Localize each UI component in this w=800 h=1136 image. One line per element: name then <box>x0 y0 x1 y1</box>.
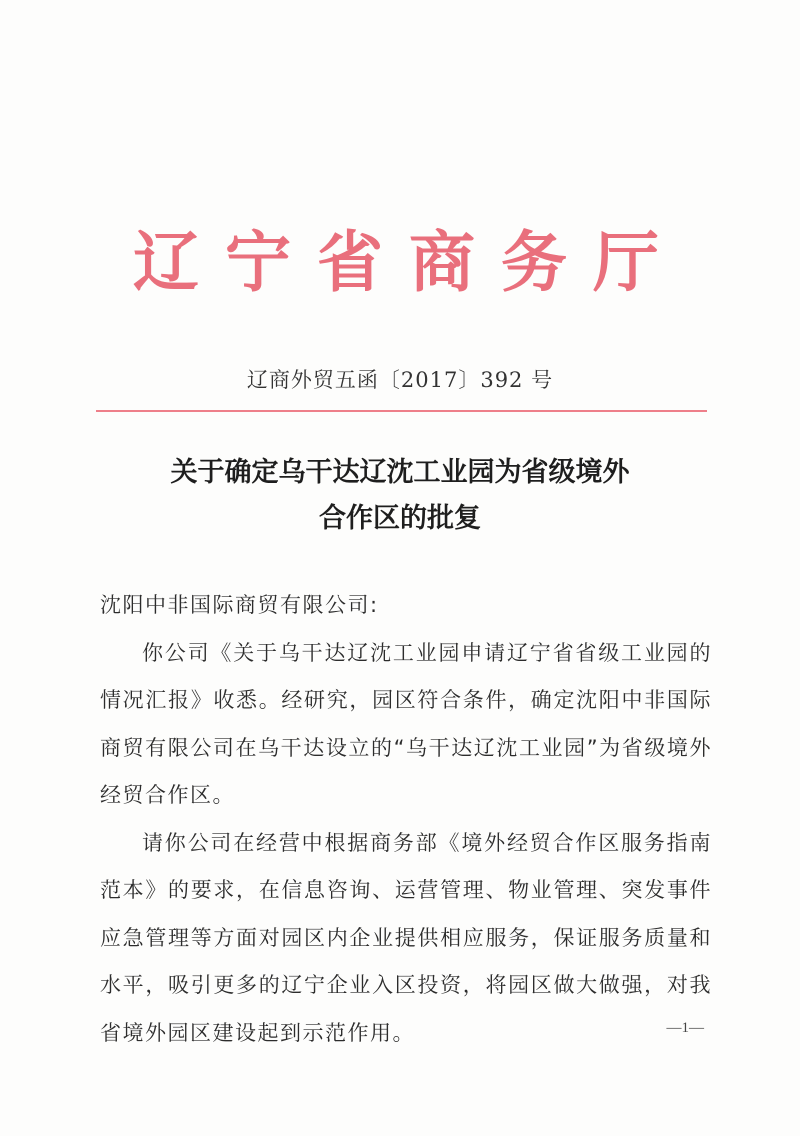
issuer-masthead: 辽宁省商务厅 <box>133 223 685 301</box>
red-divider-line <box>96 410 707 412</box>
body-paragraph-2: 请你公司在经营中根据商务部《境外经贸合作区服务指南范本》的要求，在信息咨询、运营管理、物业管理、突发事件应急管理等方面对园区内企业提供相应服务，保证服务质量和水平，吸引更多的辽宁企业入区投资，将园区做大做强，对我省境外园区建设起到示范作用。 <box>100 830 712 1045</box>
title-line-2: 合作区的批复 <box>319 503 481 534</box>
document-body <box>100 582 712 1057</box>
salutation: 沈阳中非国际商贸有限公司: <box>100 593 379 617</box>
document-title <box>0 450 800 542</box>
title-line-1: 关于确定乌干达辽沈工业园为省级境外 <box>170 457 630 488</box>
document-number: 辽商外贸五函〔2017〕392 号 <box>246 368 554 392</box>
body-paragraph-1: 你公司《关于乌干达辽沈工业园申请辽宁省省级工业园的情况汇报》收悉。经研究，园区符合条件，确定沈阳中非国际商贸有限公司在乌干达设立的“乌干达辽沈工业园”为省级境外经贸合作区。 <box>100 640 712 807</box>
page-number: —1— <box>666 1020 704 1036</box>
